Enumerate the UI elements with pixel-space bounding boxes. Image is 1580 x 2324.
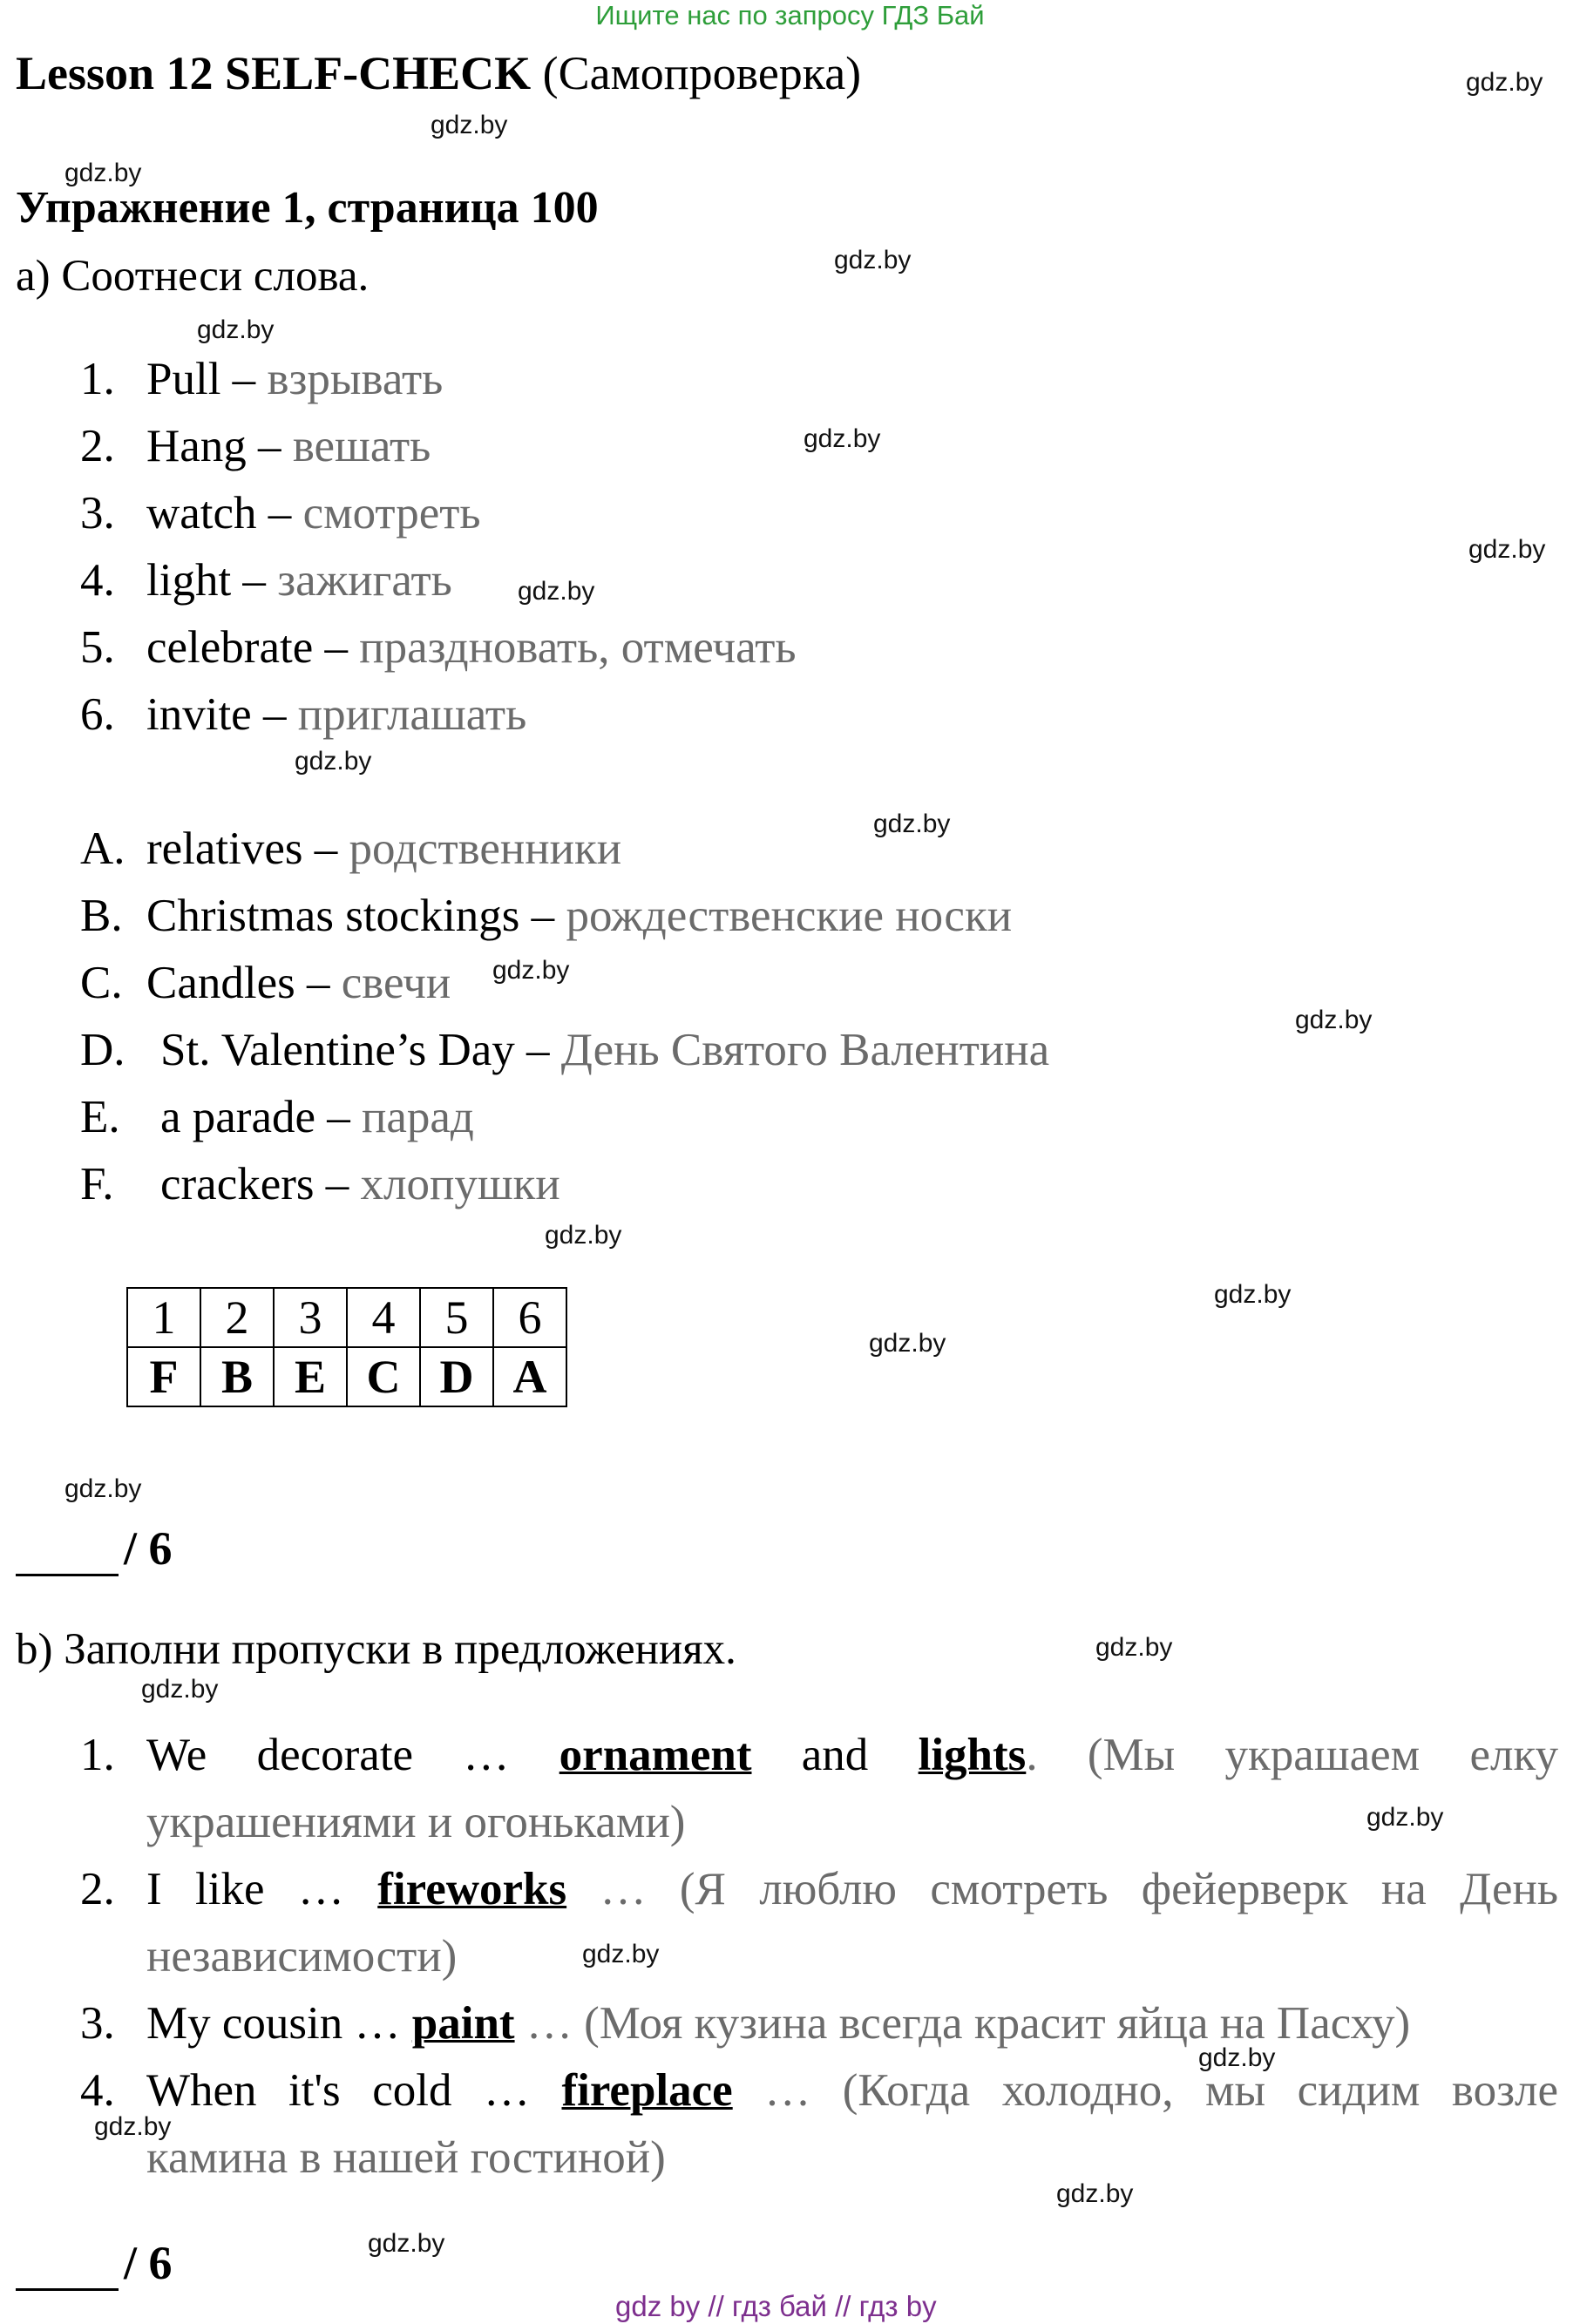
part-b-heading: b) Заполни пропуски в предложениях. xyxy=(16,1625,736,1674)
list-item xyxy=(80,687,527,742)
page-title xyxy=(16,45,861,101)
table-cell: 4 xyxy=(347,1288,420,1347)
watermark: gdz.by xyxy=(834,246,912,274)
watermark: gdz.by xyxy=(545,1221,622,1250)
answer-table xyxy=(126,1287,567,1407)
english-word: watch – xyxy=(146,488,303,539)
score-b xyxy=(16,2235,173,2291)
answer-word: fireplace xyxy=(561,2065,733,2116)
english-word: Hang – xyxy=(146,421,293,471)
table-cell: E xyxy=(274,1347,347,1406)
sentence-1-continuation: украшениями и огоньками) xyxy=(146,1797,686,1847)
item-number: 3. xyxy=(80,488,115,539)
watermark: gdz.by xyxy=(141,1675,219,1704)
russian-translation: рождественские носки xyxy=(566,891,1013,941)
score-blank xyxy=(16,1528,119,1576)
russian-translation: взрывать xyxy=(267,354,444,404)
table-cell: C xyxy=(347,1347,420,1406)
english-word: crackers – xyxy=(160,1159,361,1209)
english-word: St. Valentine’s Day – xyxy=(160,1025,561,1075)
watermark: gdz.by xyxy=(94,2112,172,2141)
russian-translation: приглашать xyxy=(297,689,527,740)
watermark: gdz.by xyxy=(518,577,595,606)
watermark: gdz.by xyxy=(64,159,142,187)
list-item xyxy=(80,418,431,474)
item-letter: E. xyxy=(80,1092,120,1142)
translation-text: . (Мы украшаем елку xyxy=(1026,1730,1558,1780)
sentence-text: We decorate … xyxy=(146,1730,559,1780)
sentence-text: When it's cold … xyxy=(146,2065,562,2116)
english-word: Christmas stockings – xyxy=(146,891,566,941)
list-item xyxy=(80,351,444,407)
list-item xyxy=(80,821,622,877)
watermark: gdz.by xyxy=(492,956,570,985)
list-item xyxy=(80,1089,474,1145)
watermark: gdz.by xyxy=(64,1474,142,1503)
russian-translation: парад xyxy=(362,1092,474,1142)
table-cell: 5 xyxy=(420,1288,493,1347)
list-item xyxy=(80,1022,1050,1078)
english-word: Candles – xyxy=(146,958,342,1008)
english-word: a parade – xyxy=(160,1092,362,1142)
list-item xyxy=(80,485,481,541)
item-letter: D. xyxy=(80,1025,125,1075)
watermark: gdz.by xyxy=(1198,2043,1276,2072)
russian-translation: смотреть xyxy=(302,488,481,539)
sentence-number: 2. xyxy=(80,1864,115,1914)
watermark: gdz.by xyxy=(582,1940,660,1968)
watermark: gdz.by xyxy=(368,2229,445,2258)
russian-translation: хлопушки xyxy=(360,1159,560,1209)
watermark: gdz.by xyxy=(1366,1803,1444,1832)
english-word: light – xyxy=(146,555,278,606)
list-item xyxy=(80,552,452,608)
sentence-4-continuation: камина в нашей гостиной) xyxy=(146,2132,666,2183)
russian-translation: вешать xyxy=(292,421,431,471)
table-row-numbers xyxy=(127,1288,566,1347)
russian-translation: родственники xyxy=(349,823,622,874)
exercise-title: Упражнение 1, страница 100 xyxy=(16,183,599,233)
english-word: Pull – xyxy=(146,354,268,404)
item-letter: A. xyxy=(80,823,125,874)
russian-translation: праздновать, отмечать xyxy=(359,622,797,673)
list-item xyxy=(80,1156,560,1212)
translation-text: … (Моя кузина всегда красит яйца на Пасху) xyxy=(514,1998,1411,2049)
sentence-text: I like … xyxy=(146,1864,378,1914)
sentence-text: and xyxy=(751,1730,919,1780)
answer-word: lights xyxy=(918,1730,1027,1780)
table-cell: B xyxy=(200,1347,274,1406)
english-word: celebrate – xyxy=(146,622,360,673)
part-a-heading: а) Соотнеси слова. xyxy=(16,252,370,301)
sentence-number: 4. xyxy=(80,2065,115,2116)
table-cell: D xyxy=(420,1347,493,1406)
score-text: / 6 xyxy=(124,2237,173,2289)
watermark: gdz.by xyxy=(197,315,275,344)
title-rest: (Самопроверка) xyxy=(531,47,862,99)
title-bold: Lesson 12 SELF-CHECK xyxy=(16,47,532,99)
list-item xyxy=(80,955,451,1011)
table-cell: F xyxy=(127,1347,200,1406)
english-word: relatives – xyxy=(146,823,349,874)
russian-translation: День Святого Валентина xyxy=(560,1025,1050,1075)
russian-translation: свечи xyxy=(341,958,451,1008)
watermark: gdz.by xyxy=(1295,1006,1373,1034)
table-cell: 2 xyxy=(200,1288,274,1347)
table-cell: 6 xyxy=(493,1288,566,1347)
table-cell: A xyxy=(493,1347,566,1406)
item-number: 1. xyxy=(80,354,115,404)
watermark: gdz.by xyxy=(1466,68,1543,97)
item-letter: F. xyxy=(80,1159,114,1209)
translation-text: … (Когда холодно, мы сидим возле xyxy=(732,2065,1558,2116)
answer-word: paint xyxy=(411,1998,515,2049)
watermark: gdz.by xyxy=(295,747,372,776)
sentence-4 xyxy=(146,2063,1558,2118)
item-number: 2. xyxy=(80,421,115,471)
item-letter: C. xyxy=(80,958,123,1008)
russian-translation: зажигать xyxy=(277,555,452,606)
watermark: gdz.by xyxy=(1095,1633,1173,1662)
watermark: gdz.by xyxy=(869,1329,946,1358)
sentence-text: My cousin … xyxy=(146,1998,412,2049)
sentence-2-continuation: независимости) xyxy=(146,1931,458,1982)
score-text: / 6 xyxy=(124,1522,173,1575)
sentence-number: 3. xyxy=(80,1998,115,2049)
answer-word: ornament xyxy=(559,1730,752,1780)
sentence-number: 1. xyxy=(80,1730,115,1780)
list-item xyxy=(80,620,797,675)
watermark: gdz.by xyxy=(1056,2179,1134,2208)
list-item xyxy=(80,888,1013,944)
table-cell: 3 xyxy=(274,1288,347,1347)
answer-word: fireworks xyxy=(377,1864,567,1914)
watermark: gdz.by xyxy=(1468,535,1546,564)
watermark: gdz.by xyxy=(431,111,508,139)
translation-text: … (Я люблю смотреть фейерверк на День xyxy=(566,1864,1558,1914)
item-letter: B. xyxy=(80,891,123,941)
score-blank xyxy=(16,2243,119,2291)
score-a xyxy=(16,1521,173,1576)
item-number: 5. xyxy=(80,622,115,673)
watermark: gdz.by xyxy=(873,810,951,838)
footer-links[interactable]: gdz by // гдз бай // гдз by xyxy=(615,2290,937,2322)
watermark: gdz.by xyxy=(1214,1280,1292,1309)
sentence-1 xyxy=(146,1727,1558,1783)
top-banner: Ищите нас по запросу ГДЗ Бай xyxy=(595,0,985,30)
table-row-letters xyxy=(127,1347,566,1406)
table-cell: 1 xyxy=(127,1288,200,1347)
item-number: 4. xyxy=(80,555,115,606)
watermark: gdz.by xyxy=(804,424,881,453)
item-number: 6. xyxy=(80,689,115,740)
sentence-2 xyxy=(146,1861,1558,1917)
english-word: invite – xyxy=(146,689,298,740)
